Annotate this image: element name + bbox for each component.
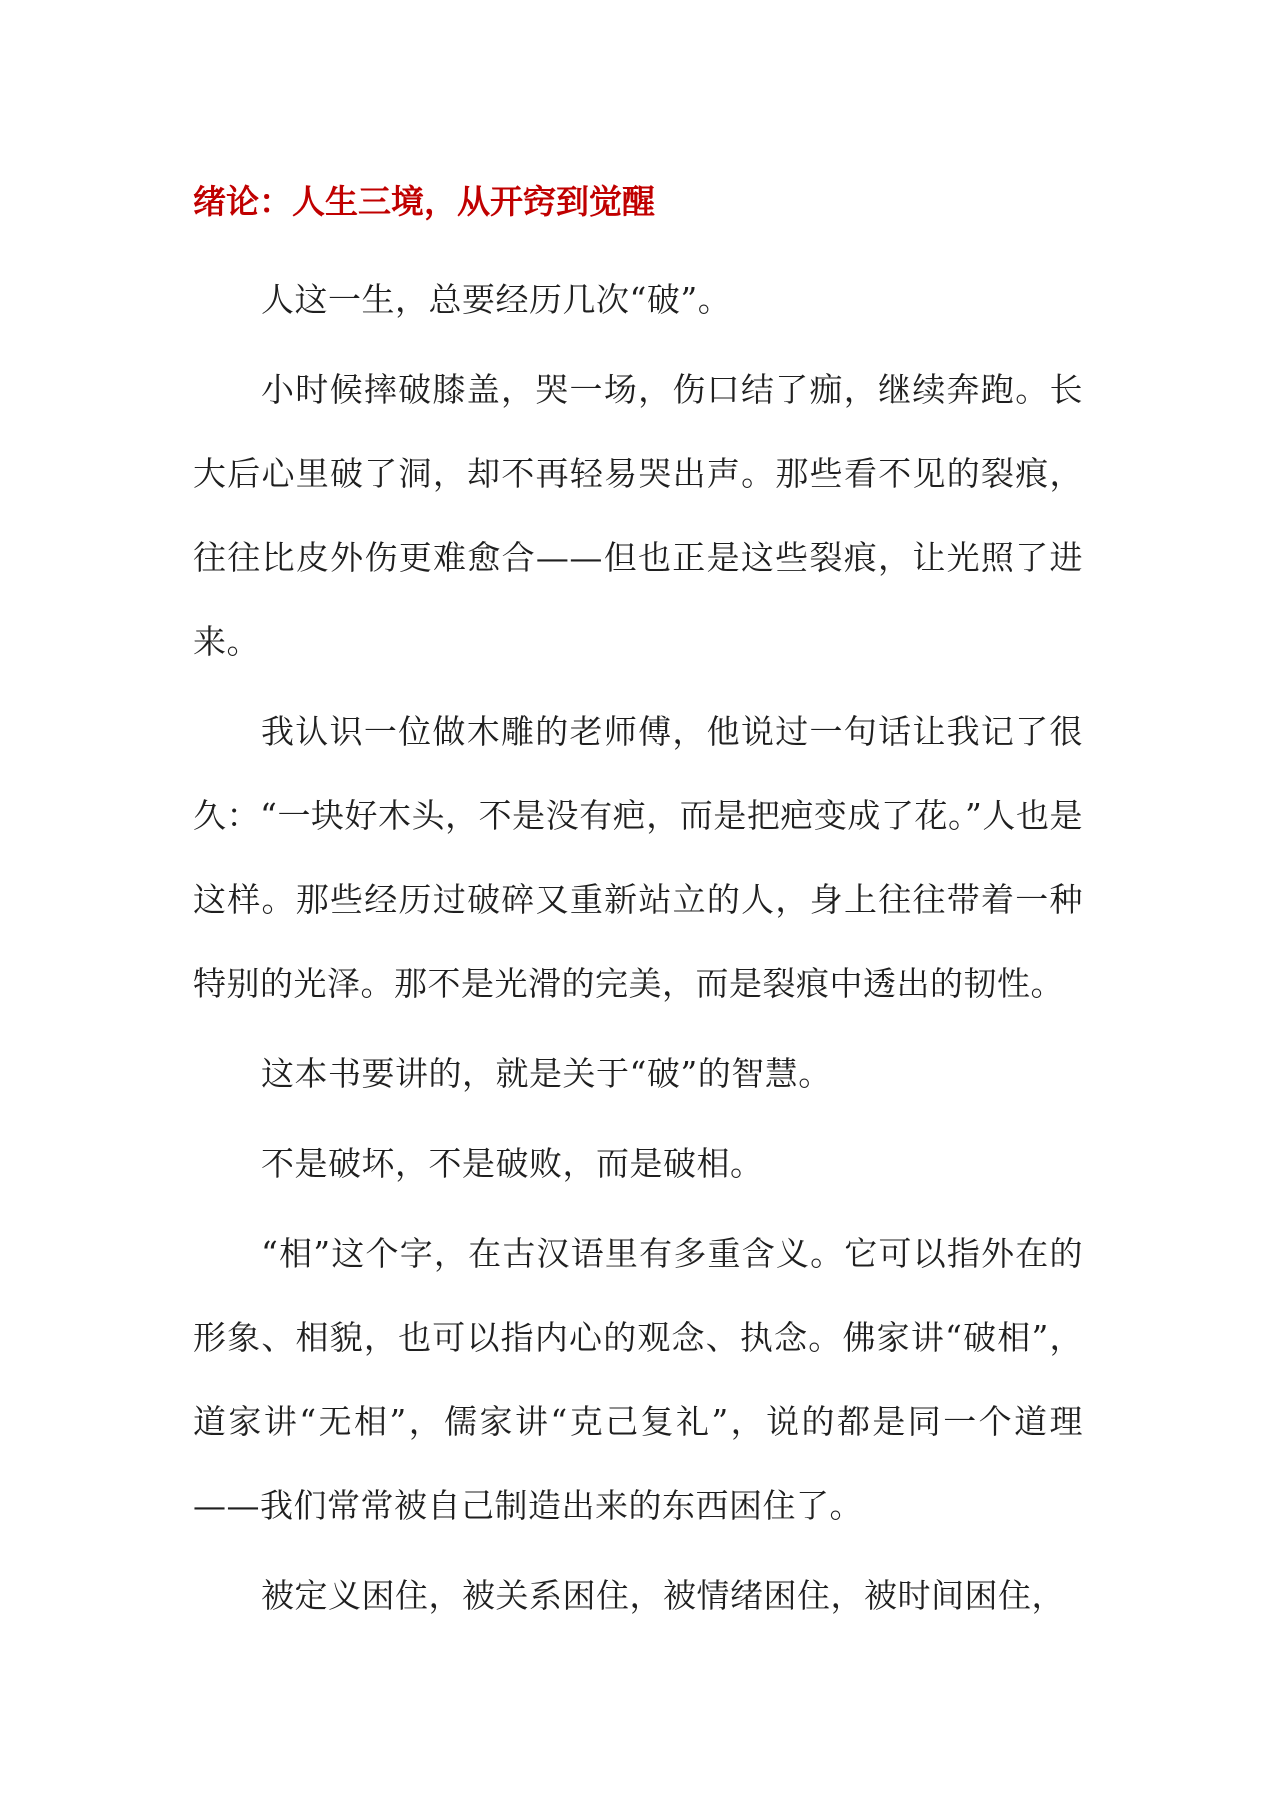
document-body [193, 172, 1083, 1644]
paragraph-6: “相”这个字，在古汉语里有多重含义。它可以指外在的形象、相貌，也可以指内心的观念、执念。佛家讲“破相”，道家讲“无相”，儒家讲“克己复礼”，说的都是同一个道理——我们常常被自己制造出来的东西困住了。 [193, 1234, 1083, 1525]
chapter-title: 绪论：人生三境，从开窍到觉醒 [193, 182, 655, 221]
paragraph-2: 小时候摔破膝盖，哭一场，伤口结了痂，继续奔跑。长大后心里破了洞，却不再轻易哭出声。那些看不见的裂痕，往往比皮外伤更难愈合——但也正是这些裂痕，让光照了进来。 [193, 370, 1083, 661]
paragraph-4: 这本书要讲的，就是关于“破”的智慧。 [261, 1054, 832, 1093]
paragraph-3: 我认识一位做木雕的老师傅，他说过一句话让我记了很久：“一块好木头，不是没有疤，而是把疤变成了花。”人也是这样。那些经历过破碎又重新站立的人，身上往往带着一种特别的光泽。那不是光滑的完美，而是裂痕中透出的韧性。 [193, 712, 1083, 1003]
paragraph-7: 被定义困住，被关系困住，被情绪困住，被时间困住， [261, 1576, 1065, 1615]
paragraph-5: 不是破坏，不是破败，而是破相。 [261, 1144, 764, 1183]
paragraph-1: 人这一生，总要经历几次“破”。 [261, 280, 732, 319]
